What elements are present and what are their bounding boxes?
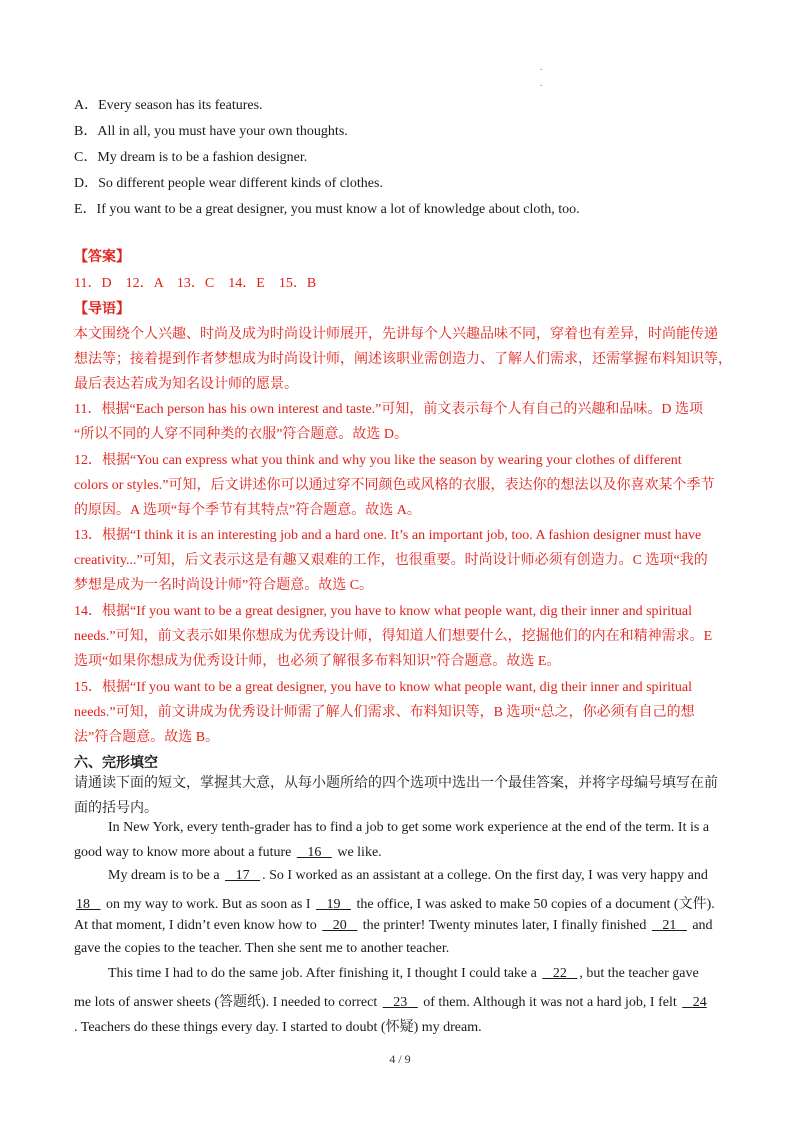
- page-number: 4 / 9: [389, 1052, 411, 1066]
- passage-line: 18 on my way to work. But as soon as I 19 the office, I was asked to make 50 copies of a document (文件).: [76, 897, 715, 912]
- option-a: A．Every season has its features.: [74, 98, 263, 113]
- answer-heading: 【答案】: [74, 250, 130, 265]
- passage-line: At that moment, I didn’t even know how to 20 the printer! Twenty minutes later, I finally finished 21 and: [74, 918, 713, 933]
- explanation-line: 13．根据“I think it is an interesting job and a hard one. It’s an important job, too. A fashion designer must have: [74, 528, 702, 543]
- option-d: D．So different people wear different kinds of clothes.: [74, 176, 383, 191]
- explanation-line: 法”符合题意。故选 B。: [74, 730, 220, 745]
- explanation-line: needs.”可知，前文表示如果你想成为优秀设计师，得知道人们想要什么，挖掘他们的内在和精神需求。E: [74, 629, 713, 644]
- corner-mark: . .: [540, 62, 543, 88]
- explanation-line: 14．根据“If you want to be a great designer, you have to know what people want, dig their inner and spiritual: [74, 604, 692, 619]
- blank-22[interactable]: 22: [552, 966, 567, 981]
- guide-heading: 【导语】: [74, 302, 130, 317]
- explanation-line: needs.”可知，前文讲成为优秀设计师需了解人们需求、布料知识等，B 选项“总之，你必须有自己的想: [74, 705, 695, 720]
- instruction-line: 请通读下面的短文，掌握其大意，从每小题所给的四个选项中选出一个最佳答案，并将字母编号填写在前: [74, 776, 718, 791]
- explanation-line: 选项“如果你想成为优秀设计师，也必须了解很多布料知识”符合题意。故选 E。: [74, 654, 561, 669]
- explanation-line: colors or styles.”可知，后文讲述你可以通过穿不同颜色或风格的衣服，表达你的想法以及你喜欢某个季节: [74, 478, 715, 493]
- explanation-line: 11．根据“Each person has his own interest and taste.”可知，前文表示每个人有自己的兴趣和品味。D 选项: [74, 402, 704, 417]
- instruction-line: 面的括号内。: [74, 801, 158, 816]
- explanation-line: creativity...”可知，后文表示这是有趣又艰难的工作，也很重要。时尚设计师必须有创造力。C 选项“我的: [74, 553, 708, 568]
- answer-key: 11．D 12．A 13．C 14．E 15．B: [74, 276, 317, 291]
- blank-17[interactable]: 17: [235, 868, 250, 883]
- passage-line: My dream is to be a 17 . So I worked as an assistant at a college. On the first day, I was very happy and: [108, 868, 708, 883]
- passage-line: This time I had to do the same job. After finishing it, I thought I could take a 22 , but the teacher gave: [108, 966, 699, 981]
- passage-line: gave the copies to the teacher. Then she sent me to another teacher.: [74, 941, 450, 956]
- explanation-line: “所以不同的人穿不同种类的衣服”符合题意。故选 D。: [74, 427, 409, 442]
- passage-line: me lots of answer sheets (答题纸). I needed to correct 23 of them. Although it was not a hard job, I felt 24: [74, 995, 707, 1010]
- blank-19[interactable]: 19: [326, 897, 341, 912]
- blank-21[interactable]: 21: [662, 918, 677, 933]
- option-c: C．My dream is to be a fashion designer.: [74, 150, 308, 165]
- blank-18[interactable]: 18: [76, 897, 90, 912]
- blank-16[interactable]: 16: [307, 845, 322, 860]
- blank-24[interactable]: 24: [692, 995, 707, 1010]
- passage-line: In New York, every tenth-grader has to find a job to get some work experience at the end of the term. It is a: [108, 820, 710, 835]
- explanation-line: 15．根据“If you want to be a great designer, you have to know what people want, dig their inner and spiritual: [74, 680, 692, 695]
- guide-line: 最后表达若成为知名设计师的愿景。: [74, 377, 298, 392]
- explanation-line: 梦想是成为一名时尚设计师”符合题意。故选 C。: [74, 578, 374, 593]
- blank-23[interactable]: 23: [393, 995, 408, 1010]
- passage-line: good way to know more about a future 16 we like.: [74, 845, 382, 860]
- explanation-line: 12．根据“You can express what you think and why you like the season by wearing your clothes of different: [74, 453, 682, 468]
- passage-line: . Teachers do these things every day. I started to doubt (怀疑) my dream.: [74, 1020, 482, 1035]
- blank-20[interactable]: 20: [332, 918, 347, 933]
- guide-line: 本文围绕个人兴趣、时尚及成为时尚设计师展开，先讲每个人兴趣品味不同，穿着也有差异，时尚能传递: [74, 327, 718, 342]
- guide-line: 想法等；接着提到作者梦想成为时尚设计师，阐述该职业需创造力、了解人们需求，还需掌握布料知识等，: [74, 352, 732, 367]
- option-b: B．All in all, you must have your own thoughts.: [74, 124, 348, 139]
- explanation-line: 的原因。A 选项“每个季节有其特点”符合题意。故选 A。: [74, 503, 421, 518]
- section-heading: 六、完形填空: [74, 756, 158, 771]
- option-e: E．If you want to be a great designer, you must know a lot of knowledge about cloth, too.: [74, 202, 580, 217]
